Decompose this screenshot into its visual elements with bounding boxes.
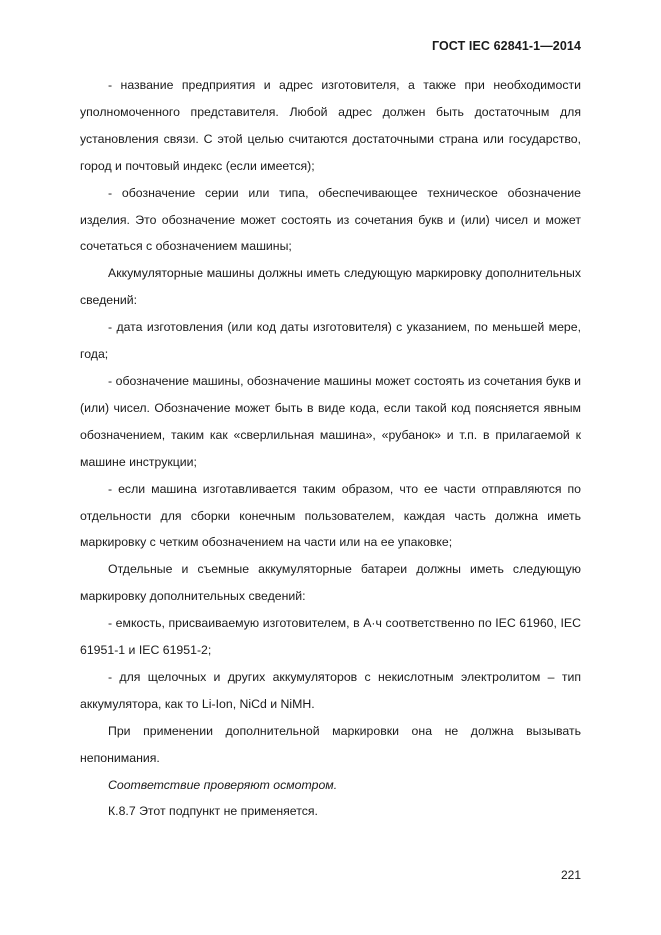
paragraph-battery-packs-marking: Отдельные и съемные аккумуляторные батареи должны иметь следующую маркировку дополнительных сведений: [80, 562, 581, 604]
paragraph-battery-tools-marking: Аккумуляторные машины должны иметь следующую маркировку дополнительных сведений: [80, 266, 581, 308]
paragraph-alkaline-type: - для щелочных и других аккумуляторов с некислотным электролитом – тип аккумулятора, как то Li-Ion, NiCd и NiMH. [80, 669, 581, 711]
page-number: 221 [560, 868, 581, 882]
paragraph-additional-marking: При применении дополнительной маркировки она не должна вызывать непонимания. [80, 723, 581, 765]
paragraph-manufacturer-address: - название предприятия и адрес изготовителя, а также при необходимости уполномоченного представителя. Любой адрес должен быть достаточным для установления связи. С этой целью считаются достаточными страна или государство, город и почтовый индекс (если имеется); [80, 78, 581, 173]
document-header: ГОСТ IEC 62841-1—2014 [431, 39, 581, 53]
paragraph-subclause-k87: К.8.7 Этот подпункт не применяется. [108, 804, 318, 819]
paragraph-manufacture-date: - дата изготовления (или код даты изготовителя) с указанием, по меньшей мере, года; [80, 320, 581, 362]
paragraph-machine-designation: - обозначение машины, обозначение машины может состоять из сочетания букв и (или) чисел. Обозначение может быть в виде кода, если такой код поясняется явным обозначением, таким как «сверлильная машина», «рубанок» и т.п. в прилагаемой к машине инструкции; [80, 373, 581, 469]
paragraph-parts-marking: - если машина изготавливается таким образом, что ее части отправляются по отдельности для сборки конечным пользователем, каждая часть должна иметь маркировку с четким обозначением на части или на ее упаковке; [80, 481, 581, 550]
document-body [80, 72, 581, 825]
paragraph-series-type: - обозначение серии или типа, обеспечивающее техническое обозначение изделия. Это обозначение может состоять из сочетания букв и (или) чисел и может сочетаться с обозначением машины; [80, 185, 581, 254]
paragraph-capacity: - емкость, присваиваемую изготовителем, в А·ч соответственно по IEC 61960, IEC 61951-1 и IEC 61951-2; [80, 616, 581, 658]
paragraph-compliance-check: Соответствие проверяют осмотром. [108, 777, 338, 792]
